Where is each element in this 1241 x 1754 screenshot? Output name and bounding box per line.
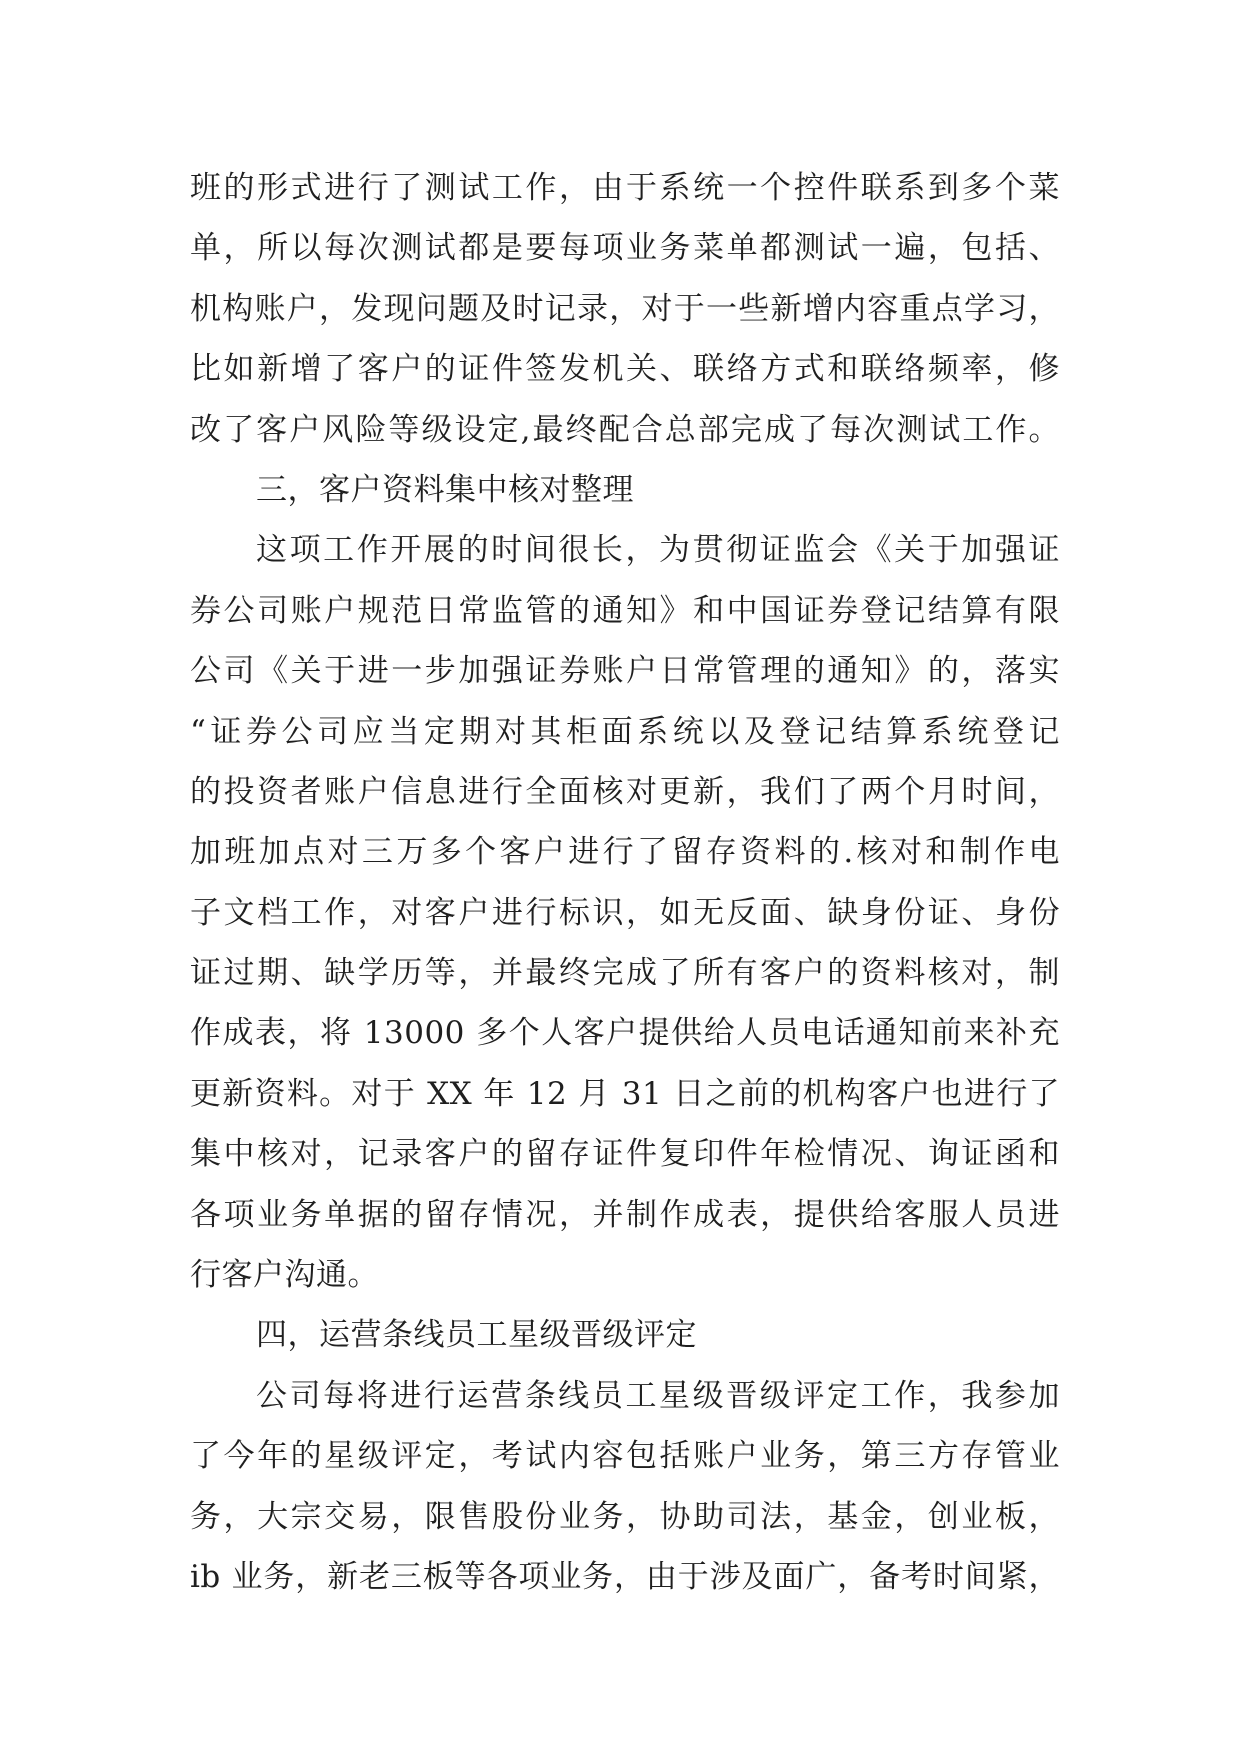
text-line: 作成表，将 13000 多个人客户提供给人员电话通知前来补充 (190, 1015, 1060, 1052)
section-heading-3: 三，客户资料集中核对整理 (256, 471, 634, 508)
text-line: 比如新增了客户的证件签发机关、联络方式和联络频率，修 (190, 351, 1060, 388)
text-line: 改了客户风险等级设定,最终配合总部完成了每次测试工作。 (190, 411, 1060, 448)
text-line: 各项业务单据的留存情况，并制作成表，提供给客服人员进 (190, 1196, 1060, 1233)
text-line: 行客户沟通。 (190, 1257, 379, 1294)
text-line: 机构账户，发现问题及时记录，对于一些新增内容重点学习， (190, 290, 1060, 327)
text-line: “证券公司应当定期对其柜面系统以及登记结算系统登记 (190, 713, 1060, 750)
text-line: 公司《关于进一步加强证券账户日常管理的通知》的，落实 (190, 653, 1060, 690)
section-heading-4: 四，运营条线员工星级晋级评定 (256, 1317, 697, 1354)
text-line: 加班加点对三万多个客户进行了留存资料的.核对和制作电 (190, 834, 1060, 871)
text-line: 子文档工作，对客户进行标识，如无反面、缺身份证、身份 (190, 894, 1060, 931)
paragraph-first-line: 公司每将进行运营条线员工星级晋级评定工作，我参加 (256, 1377, 1060, 1414)
text-line: ib 业务，新老三板等各项业务，由于涉及面广，备考时间紧， (190, 1558, 1060, 1595)
text-line: 班的形式进行了测试工作，由于系统一个控件联系到多个菜 (190, 170, 1060, 206)
paragraph-first-line: 这项工作开展的时间很长，为贯彻证监会《关于加强证 (256, 532, 1060, 569)
text-line: 集中核对，记录客户的留存证件复印件年检情况、询证函和 (190, 1136, 1060, 1173)
text-line: 证过期、缺学历等，并最终完成了所有客户的资料核对，制 (190, 955, 1060, 992)
text-line: 了今年的星级评定，考试内容包括账户业务，第三方存管业 (190, 1438, 1060, 1475)
text-line: 单，所以每次测试都是要每项业务菜单都测试一遍，包括、 (190, 230, 1060, 267)
text-line: 更新资料。对于 XX 年 12 月 31 日之前的机构客户也进行了 (190, 1075, 1060, 1112)
text-line: 券公司账户规范日常监管的通知》和中国证券登记结算有限 (190, 592, 1060, 629)
text-line: 务，大宗交易，限售股份业务，协助司法，基金，创业板， (190, 1498, 1060, 1535)
document-body (190, 158, 1060, 1607)
text-line: 的投资者账户信息进行全面核对更新，我们了两个月时间， (190, 773, 1060, 810)
